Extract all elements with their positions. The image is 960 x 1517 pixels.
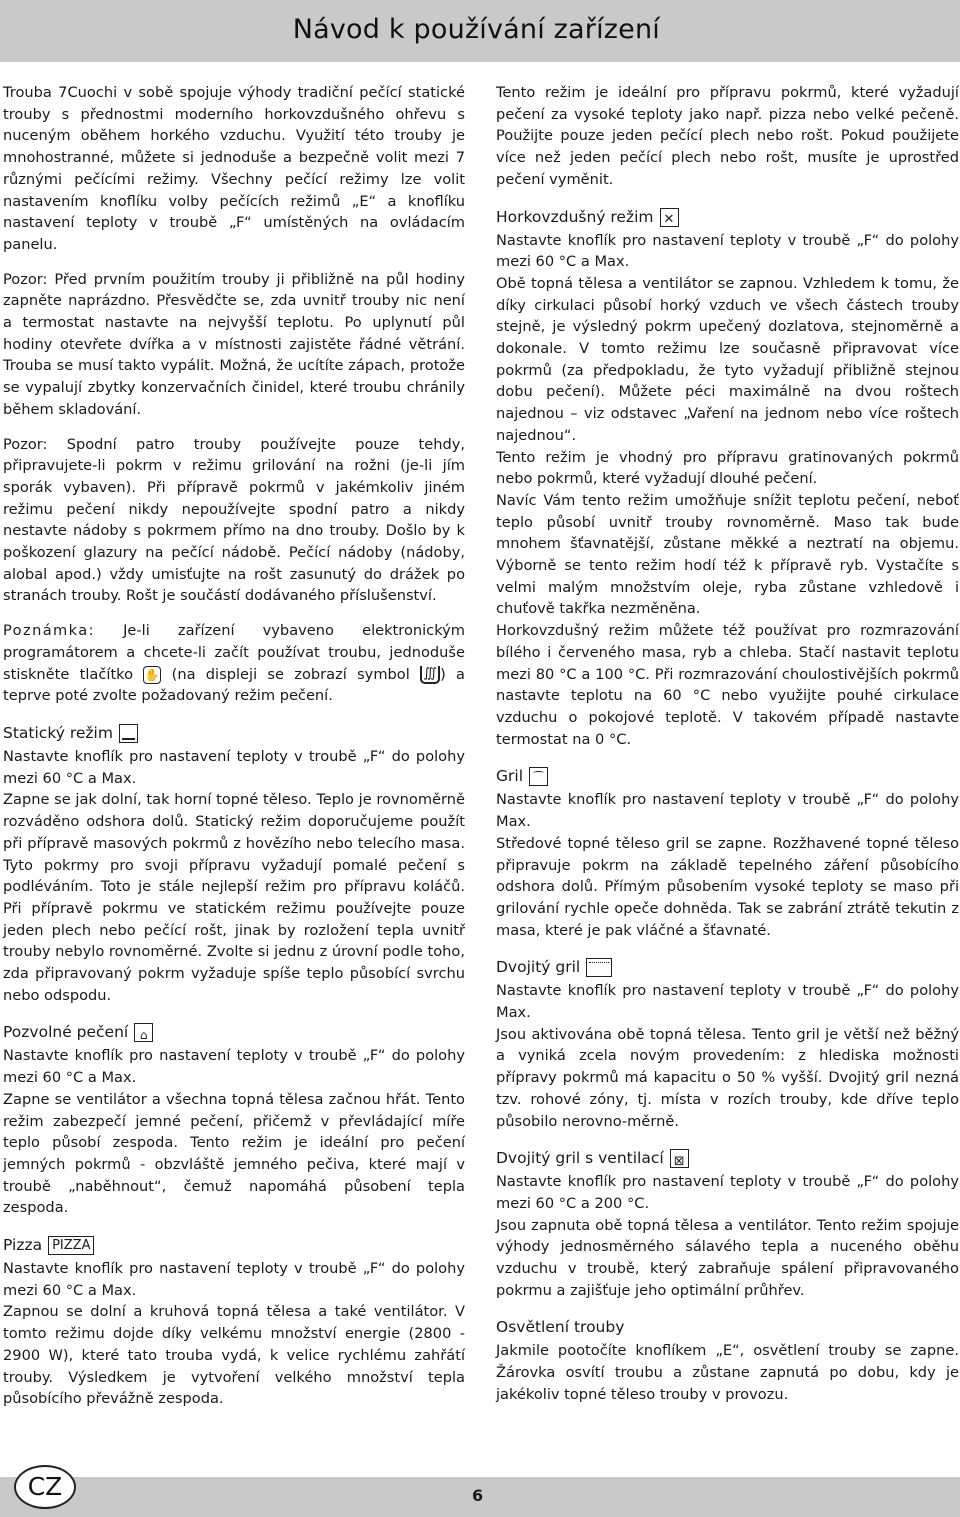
convection-setting: Nastavte knoflík pro nastavení teploty v troubě „F“ do polohy mezi 60 °C a Max. [496, 231, 959, 271]
double-grill-fan-setting: Nastavte knoflík pro nastavení teploty v troubě „F“ do polohy mezi 60 °C a 200 °C. [496, 1173, 959, 1212]
country-badge: CZ [14, 1465, 76, 1509]
static-label: Statický režim [3, 723, 113, 742]
static-mode-icon [119, 724, 138, 743]
section-title-double-grill [496, 956, 959, 979]
double-grill-fan-mode-icon [670, 1149, 689, 1168]
convection-body-1: Obě topná tělesa a ventilátor se zapnou. Vzhledem k tomu, že díky cirkulaci působí horký vzduch ve všech částech trouby stejně, je výsledný pokrm upečený dozlatova, stejnoměrně a dokonale. V tomto režimu lze současně připravovat více pokrmů (za předpokladu, že tyto vyžadují přibližně stejnou dobu pečení). Můžete péci maximálně na dvou roštech najednou – viz odstavec „Vaření na jednom nebo více roštech najednou“. [496, 274, 959, 444]
page-number: 6 [472, 1486, 484, 1505]
note-text-b: (na displeji se zobrazí symbol [171, 665, 410, 683]
pizza-label: Pizza [3, 1236, 43, 1255]
convection-label: Horkovzdušný režim [496, 207, 654, 226]
header-bar [0, 0, 960, 62]
cooking-pot-icon: ∭ [420, 666, 440, 684]
double-grill-fan-label: Dvojitý gril s ventilací [496, 1149, 664, 1168]
double-grill-fan-body: Jsou zapnuta obě topná tělesa a ventilátor. Tento režim spojuje výhody jednosměrného sálavého tepla a nuceného oběhu vzduchu v troubě, který zabraňuje spálení připravovaného pokrmu a zajišťuje jeho optimální průhřev. [496, 1216, 959, 1299]
right-column [496, 82, 959, 1406]
pizza-mode-icon: PIZZA [48, 1236, 94, 1255]
gentle-mode-icon [134, 1023, 153, 1042]
left-column [3, 82, 465, 1410]
light-body: Jakmile pootočíte knoflíkem „E“, osvětlení trouby se zapne. Žárovka osvítí troubu a zůstane zapnutá po dobu, kdy je jakékoliv topné těleso trouby v provozu. [496, 1342, 959, 1403]
fan-mode-icon [660, 208, 679, 227]
section-title-pizza [3, 1234, 465, 1257]
gentle-label: Pozvolné pečení [3, 1023, 129, 1042]
grill-setting: Nastavte knoflík pro nastavení teploty v troubě „F“ do polohy Max. [496, 791, 959, 831]
gentle-setting: Nastavte knoflík pro nastavení teploty v troubě „F“ do polohy mezi 60 °C a Max. [3, 1047, 465, 1087]
hand-button-icon: ✋ [144, 667, 160, 682]
pizza-body-continued: Tento režim je ideální pro přípravu pokrmů, které vyžadují pečení za vysoké teploty jako např. pizza nebo velké pečeně. Použijte pouze jeden pečící plech nebo rošt. Pokud použijete více než jeden pečící plech nebo rošt, musíte je uprostřed pečení vyměnit. [496, 84, 959, 188]
double-grill-setting: Nastavte knoflík pro nastavení teploty v troubě „F“ do polohy Max. [496, 982, 959, 1022]
double-grill-label: Dvojitý gril [496, 958, 581, 977]
note-text-a: Je-li zařízení vybaveno elektronickým programátorem a chcete-li začít používat troubu, jednoduše stiskněte tlačítko [3, 622, 465, 683]
grill-body: Středové topné těleso gril se zapne. Rozžhavené topné těleso připravuje pokrm na základě tepelného záření působícího odshora dolů. Přímým působením vysoké teploty se maso při grilování rychle opeče dohněda. Tak se zabrání ztrátě tekutin z masa, které je pak vláčné a šťavnaté. [496, 834, 959, 939]
note-text-c: ) a teprve poté zvolte požadovaný režim pečení. [3, 665, 466, 705]
page-title: Návod k používání zařízení [292, 14, 660, 45]
note-paragraph [3, 620, 465, 707]
gentle-body: Zapne se ventilátor a všechna topná tělesa začnou hřát. Tento režim zabezpečí jemné pečení, přičemž v převládající míře teplo působí zespoda. Tento režim je ideální pro pečení jemných pokrmů - obzvláště jemného pečiva, které mají v troubě „naběhnout“, čemuž napomáhá působení tepla zespoda. [3, 1090, 465, 1217]
convection-body-4: Horkovzdušný režim můžete též používat pro rozmrazování bílého i červeného masa, ryb a chleba. Stačí nastavit teplotu mezi 80 °C a 100 °C. Při rozmrazování choulostivějších pokrmů nastavte teplotu na 60 °C nebo využijte pouhé cirkulace vzduchu o pokojové teplotě. V takovém případě nastavte termostat na 0 °C. [496, 622, 959, 748]
static-body: Zapne se jak dolní, tak horní topné těleso. Teplo je rovnoměrně rozváděno odshora dolů. Statický režim doporučujeme použít při přípravě masových pokrmů z hovězího nebo telecího masa. Tyto pokrmy pro svoji přípravu vyžadují pomalé pečení s podléváním. Toto je stále nejlepší režim pro přípravu koláčů. Při přípravě pokrmu ve statickém režimu používejte pouze jeden plech nebo pečící rošt, jinak by rozložení tepla uvnitř trouby nebylo rovnoměrné. Zvolte si jednu z úrovní podle toho, zda připravovaný pokrm vyžaduje spíše teplo působící svrchu nebo odspodu. [3, 791, 465, 1004]
double-grill-mode-icon [586, 958, 612, 977]
convection-body-3: Navíc Vám tento režim umožňuje snížit teplotu pečení, neboť teplo působí uvnitř trouby rovnoměrně. Maso tak bude mnohem šťavnatější, zůstane měkké a neztratí na objemu. Výborně se tento režim hodí též k přípravě ryb. Vystačíte s velmi malým množstvím oleje, ryba zůstane vzhledově i chuťově takřka nezměněna. [496, 491, 959, 618]
pizza-setting: Nastavte knoflík pro nastavení teploty v troubě „F“ do polohy mezi 60 °C a Max. [3, 1260, 465, 1299]
intro-paragraph: Trouba 7Cuochi v sobě spojuje výhody tradiční pečící statické trouby s přednostmi moderního horkovzdušného ohřevu s nuceným oběhem horkého vzduchu. Využití této trouby je mnohostranné, můžete si jednoduše a bezpečně volit mezi 7 různými pečícími režimy. Všechny pečící režimy lze volit nastavením knoflíku volby pečících režimů „E“ a knoflíku nastavení teploty v troubě „F“ umístěných na ovládacím panelu. [3, 84, 465, 253]
static-setting: Nastavte knoflík pro nastavení teploty v troubě „F“ do polohy mezi 60 °C a Max. [3, 747, 465, 787]
section-title-convection [496, 206, 959, 229]
grill-label: Gril [496, 767, 523, 786]
grill-mode-icon [529, 767, 548, 786]
section-title-gentle [3, 1021, 465, 1044]
note-label: Poznámka: [3, 622, 95, 640]
section-title-grill [496, 765, 959, 788]
light-label: Osvětlení trouby [496, 1318, 625, 1337]
warning-paragraph-2: Pozor: Spodní patro trouby používejte pouze tehdy, připravujete-li pokrm v režimu grilování na rožni (je-li jím sporák vybaven). Při přípravě pokrmů v jakémkoliv jiném režimu pečení nikdy nepoužívejte spodní patro a nikdy nestavte nádoby s pokrmem přímo na dno trouby. Došlo by k poškození glazury na pečící nádobě. Pečící nádoby (nádoby, alobal apod.) vždy umisťujte na rošt zasunutý do drážek po stranách trouby. Rošt je součástí dodávaného příslušenství. [3, 435, 465, 605]
section-title-static [3, 722, 465, 745]
warning-paragraph-1: Pozor: Před prvním použitím trouby ji přibližně na půl hodiny zapněte naprázdno. Přesvědčte se, zda uvnitř trouby nic není a termostat nastavte na nejvyšší teplotu. Po uplynutí půl hodiny otevřete dvířka a v místnosti zajistěte řádné větrání. Trouba se musí takto vypálit. Možná, že ucítíte zápach, protože se vypalují zbytky konzervačních činidel, které troubu chránily během skladování. [3, 270, 465, 418]
section-title-double-grill-fan [496, 1147, 959, 1170]
section-title-light [496, 1316, 959, 1339]
convection-body-2: Tento režim je vhodný pro přípravu gratinovaných pokrmů nebo pokrmů, které vyžadují dlouhé pečení. [496, 448, 959, 488]
double-grill-body: Jsou aktivována obě topná tělesa. Tento gril je větší než běžný a vyniká zcela novým provedením: z hlediska možnosti přípravy pokrmů má kapacitu o 50 % vyšší. Dvojitý gril nezná tzv. rohové zóny, tj. místa v rozích trouby, kde dříve teplo působilo nerovno-měrně. [496, 1025, 959, 1130]
pizza-body: Zapnou se dolní a kruhová topná tělesa a také ventilátor. V tomto režimu dojde díky velkému množství energie (2800 - 2900 W), které tato trouba vydá, k velice rychlému zahřátí trouby. Výsledkem je vytvoření velkého množství tepla působícího převážně zespoda. [3, 1303, 465, 1408]
